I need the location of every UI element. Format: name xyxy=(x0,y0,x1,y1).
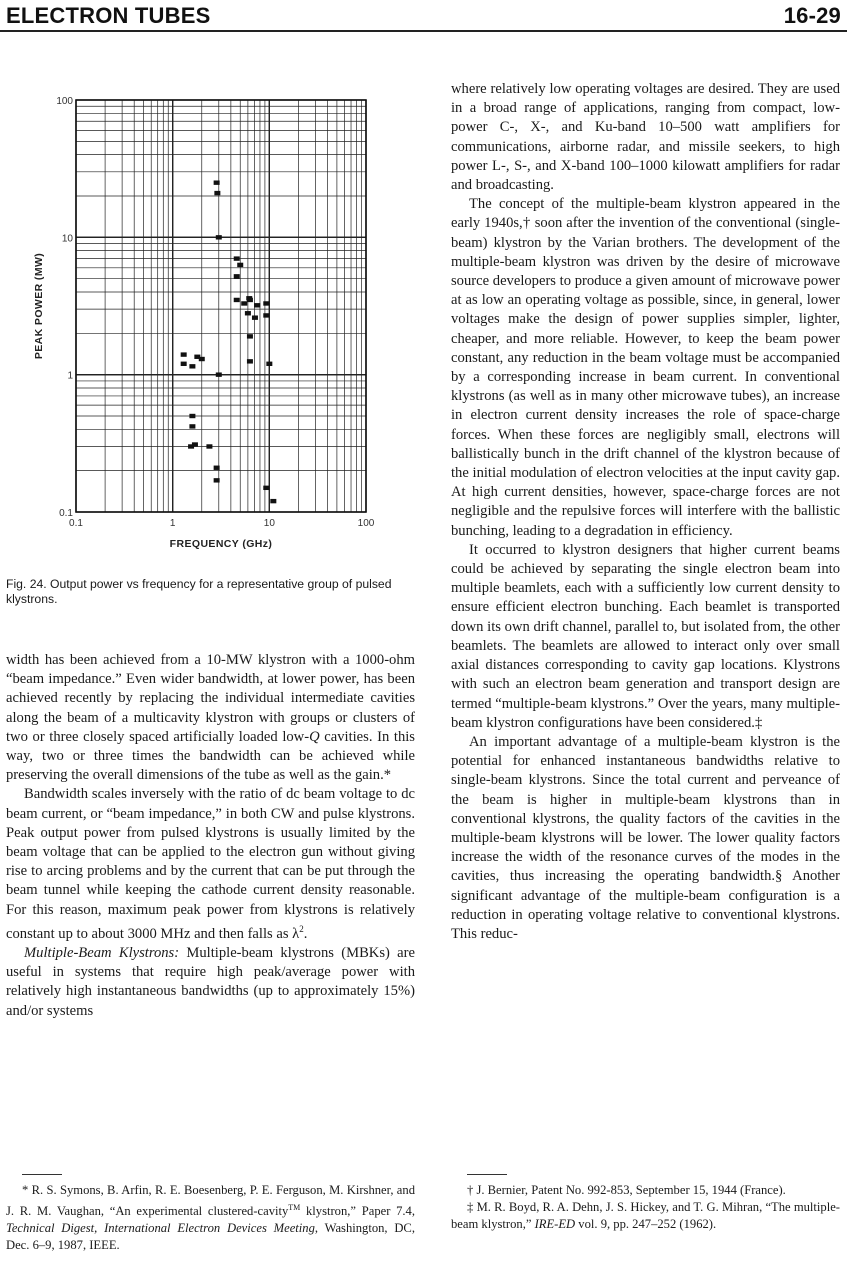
plot-frame xyxy=(76,100,366,512)
data-point xyxy=(241,301,247,305)
data-point xyxy=(263,301,269,305)
data-point xyxy=(263,313,269,317)
data-point xyxy=(263,486,269,490)
footnote: ‡ M. R. Boyd, R. A. Dehn, J. S. Hickey, and T. G. Mihran, “The multiple-beam klystron,” IRE-ED vol. 9, pp. 247–252 (1962). xyxy=(451,1200,840,1231)
data-point xyxy=(189,424,195,428)
data-point xyxy=(266,362,272,366)
data-point xyxy=(247,298,253,302)
paragraph: An important advantage of a multiple-beam klystron is the potential for enhanced instantaneous bandwidths relative to single-beam klystrons. Since the total current and perveance of the beam is higher in multiple-beam klystrons than in conventional klystrons, the quality factors of the cavities in the multiple-beam klystrons will be lower. The lower quality factors increase the width of the resonance curves of the modes in the cavities, thus increasing the operating bandwidth.§ Another significant advantage of the multiple-beam configuration is a reduction in operating voltage relative to conventional klystrons. This reduc- xyxy=(451,733,840,942)
power-frequency-chart xyxy=(6,82,415,572)
y-tick-label: 0.1 xyxy=(59,508,73,519)
data-point xyxy=(270,499,276,503)
footnotes-left xyxy=(6,1182,415,1254)
x-tick-label: 1 xyxy=(169,518,176,529)
x-tick-label: 0.1 xyxy=(69,518,83,529)
page-header xyxy=(6,4,841,28)
figure-caption: Fig. 24. Output power vs frequency for a representative group of pulsed klystrons. xyxy=(6,577,392,606)
data-point xyxy=(214,466,220,470)
header-rule xyxy=(0,30,847,32)
footnote: * R. S. Symons, B. Arfin, R. E. Boesenberg, P. E. Ferguson, M. Kirshner, and J. R. M. Vaughan, “An experimental clustered-cavity™ klystron,” Paper 7.4, Technical Digest, International Electron Devices Meeting, Washington, DC, Dec. 6–9, 1987, IEEE. xyxy=(6,1183,415,1253)
data-point xyxy=(199,357,205,361)
paragraph: Multiple-Beam Klystrons: Multiple-beam klystrons (MBKs) are useful in systems that require high peak/average power with relatively high instantaneous bandwidths (up to approximately 15%) and/or systems xyxy=(6,944,415,1019)
x-tick-label: 10 xyxy=(263,518,275,529)
x-tick-label: 100 xyxy=(357,518,375,529)
data-point xyxy=(247,334,253,338)
data-point xyxy=(181,362,187,366)
left-column-text xyxy=(6,651,415,1021)
chart-marks xyxy=(181,180,277,503)
data-point xyxy=(252,315,258,319)
footnote-rule xyxy=(467,1174,507,1175)
footnote: † J. Bernier, Patent No. 992-853, September 15, 1944 (France). xyxy=(467,1183,786,1197)
x-axis-label: FREQUENCY (GHz) xyxy=(169,538,273,550)
data-point xyxy=(237,263,243,267)
paragraph: The concept of the multiple-beam klystron appeared in the early 1940s,† soon after the invention of the conventional (single-beam) klystron by the Varian brothers. The development of the multiple-beam klystron was driven by the desire of microwave source developers to produce a given amount of microwave power at as low an operating voltage as possible, since, in general, lower voltages make the design of power supplies simpler, lighter, cheaper, and more reliable. However, to keep the beam power constant, any reduction in the beam voltage must be accompanied by a corresponding increase in beam current. In conventional klystrons (as well as in many other microwave tubes), an increase in electron current density increases the role of space-charge forces. When these forces are negligibly small, electrons will ballistically bunch in the drift channel of the klystron because of the initial modulation of electron velocities at the input cavity gap. At high current densities, however, space-charge forces are not negligible and the repulsive forces will interfere with the ballistic bunching, leading to a degradation in efficiency. xyxy=(451,196,840,539)
paragraph: width has been achieved from a 10-MW klystron with a 1000-ohm “beam impedance.” Even wider bandwidth, at lower power, has been achieved recently by replacing the individual intermediate cavities along the beam of a multicavity klystron with groups or clusters of two or three closely spaced artificially loaded low-Q cavities. In this way, two or three times the bandwidth can be achieved while preserving the overall dimensions of the tube as well as the gain.* xyxy=(6,652,415,784)
y-tick-label: 10 xyxy=(61,233,73,245)
right-column-text xyxy=(451,80,840,944)
y-axis-label: PEAK POWER (MW) xyxy=(33,252,45,360)
data-point xyxy=(234,298,240,302)
data-point xyxy=(214,180,220,184)
data-point xyxy=(245,311,251,315)
data-point xyxy=(189,364,195,368)
figure-24 xyxy=(6,82,415,642)
data-point xyxy=(234,256,240,260)
footnote-rule xyxy=(22,1174,62,1175)
data-point xyxy=(206,444,212,448)
paragraph: It occurred to klystron designers that higher current beams could be achieved by separating the single electron beam into multiple beamlets, each with a sufficiently low current density to ensure efficient electron bunching. Each beamlet is transported down its own drift channel, parallel to, but isolated from, the other beamlets. The beamlets are allowed to interact only over small axial distances corresponding to cavity gap locations. Klystrons with such an electron beam generation and transport design are termed “multiple-beam klystrons.” Over the years, many multiple-beam klystron configurations have been considered.‡ xyxy=(451,541,840,731)
paragraph: where relatively low operating voltages are desired. They are used in a broad range of applications, ranging from compact, low-power C-, X-, and Ku-band 10–500 watt amplifiers for communications, airborne radar, and missile seekers, to high power L-, S-, and X-band 100–1000 kilowatt amplifiers for radar and broadcasting. xyxy=(451,81,840,194)
data-point xyxy=(247,359,253,363)
data-point xyxy=(214,478,220,482)
page-number: 16-29 xyxy=(783,3,841,28)
data-point xyxy=(254,303,260,307)
data-point xyxy=(216,372,222,376)
data-point xyxy=(189,414,195,418)
paragraph: Bandwidth scales inversely with the ratio of dc beam voltage to dc beam current, or “beam impedance,” in both CW and pulse klystrons. Peak output power from pulsed klystrons is usually limited by the beam voltage that can be applied to the electron gun without giving rise to arcing problems and by the current that can be put through the beam tunnel while keeping the cathode current density reasonable. For this reason, maximum peak power from klystrons is relatively constant up to about 3000 MHz and then falls as $\lambda^2$. xyxy=(6,786,415,942)
y-tick-label: 100 xyxy=(56,96,73,107)
data-point xyxy=(216,235,222,239)
chart-axis-labels xyxy=(33,96,375,550)
footnotes-right xyxy=(451,1182,840,1233)
data-point xyxy=(214,191,220,195)
y-tick-label: 1 xyxy=(67,370,73,382)
data-point xyxy=(181,352,187,356)
data-point xyxy=(234,274,240,278)
chart-grid xyxy=(76,100,366,512)
data-point xyxy=(188,444,194,448)
running-head-title: ELECTRON TUBES xyxy=(6,3,211,28)
